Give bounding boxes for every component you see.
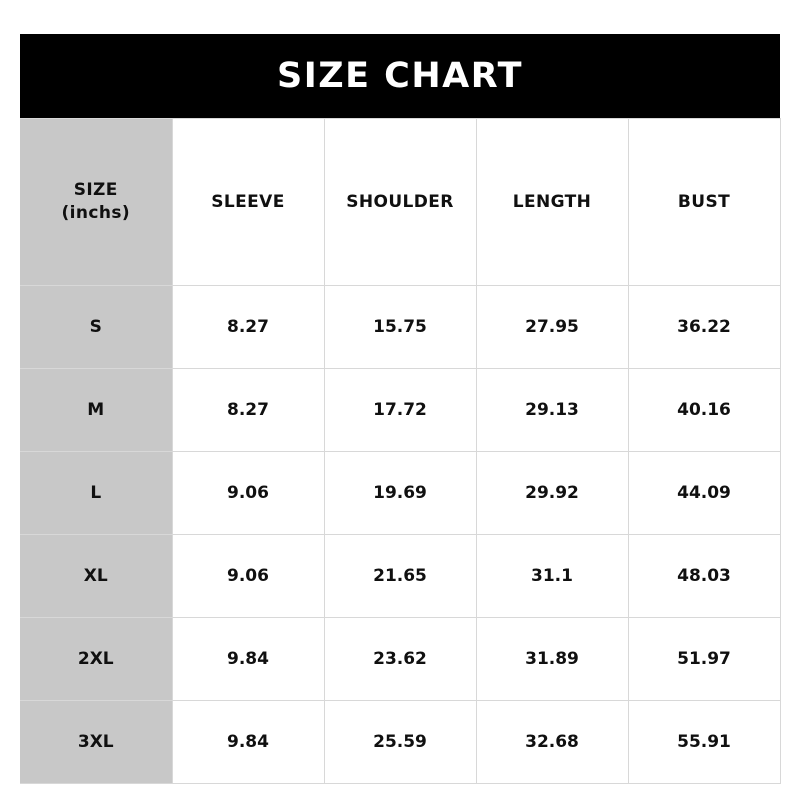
- cell-length: 31.1: [476, 535, 628, 618]
- cell-bust: 51.97: [628, 618, 780, 701]
- cell-shoulder: 19.69: [324, 452, 476, 535]
- size-label-line1: SIZE: [73, 180, 118, 201]
- column-header-sleeve: SLEEVE: [172, 119, 324, 286]
- table-row: [20, 286, 780, 369]
- size-label-line2: (inchs): [61, 203, 131, 223]
- page-title: SIZE CHART: [276, 56, 524, 96]
- row-header-size: L: [20, 452, 172, 535]
- cell-shoulder: 21.65: [324, 535, 476, 618]
- cell-bust: 55.91: [628, 701, 780, 784]
- column-header-shoulder: SHOULDER: [324, 119, 476, 286]
- table-row: [20, 535, 780, 618]
- column-header-length: LENGTH: [476, 119, 628, 286]
- row-header-size: S: [20, 286, 172, 369]
- size-chart: [20, 34, 780, 778]
- table-row: [20, 701, 780, 784]
- table-header: [20, 119, 780, 286]
- cell-shoulder: 17.72: [324, 369, 476, 452]
- cell-length: 29.13: [476, 369, 628, 452]
- row-header-size: 3XL: [20, 701, 172, 784]
- cell-length: 32.68: [476, 701, 628, 784]
- cell-sleeve: 9.06: [172, 535, 324, 618]
- chart-title-bar: [20, 34, 780, 118]
- cell-sleeve: 9.84: [172, 701, 324, 784]
- cell-shoulder: 23.62: [324, 618, 476, 701]
- header-row: [20, 119, 780, 286]
- column-header-size: [20, 119, 172, 286]
- column-header-bust: BUST: [628, 119, 780, 286]
- cell-length: 29.92: [476, 452, 628, 535]
- cell-bust: 36.22: [628, 286, 780, 369]
- cell-sleeve: 8.27: [172, 369, 324, 452]
- table-body: [20, 286, 780, 784]
- cell-length: 31.89: [476, 618, 628, 701]
- cell-bust: 48.03: [628, 535, 780, 618]
- cell-shoulder: 15.75: [324, 286, 476, 369]
- cell-bust: 40.16: [628, 369, 780, 452]
- cell-sleeve: 9.84: [172, 618, 324, 701]
- table-row: [20, 369, 780, 452]
- table-row: [20, 618, 780, 701]
- size-chart-table: [20, 118, 781, 784]
- table-row: [20, 452, 780, 535]
- row-header-size: M: [20, 369, 172, 452]
- cell-shoulder: 25.59: [324, 701, 476, 784]
- cell-length: 27.95: [476, 286, 628, 369]
- row-header-size: 2XL: [20, 618, 172, 701]
- cell-sleeve: 8.27: [172, 286, 324, 369]
- cell-sleeve: 9.06: [172, 452, 324, 535]
- row-header-size: XL: [20, 535, 172, 618]
- cell-bust: 44.09: [628, 452, 780, 535]
